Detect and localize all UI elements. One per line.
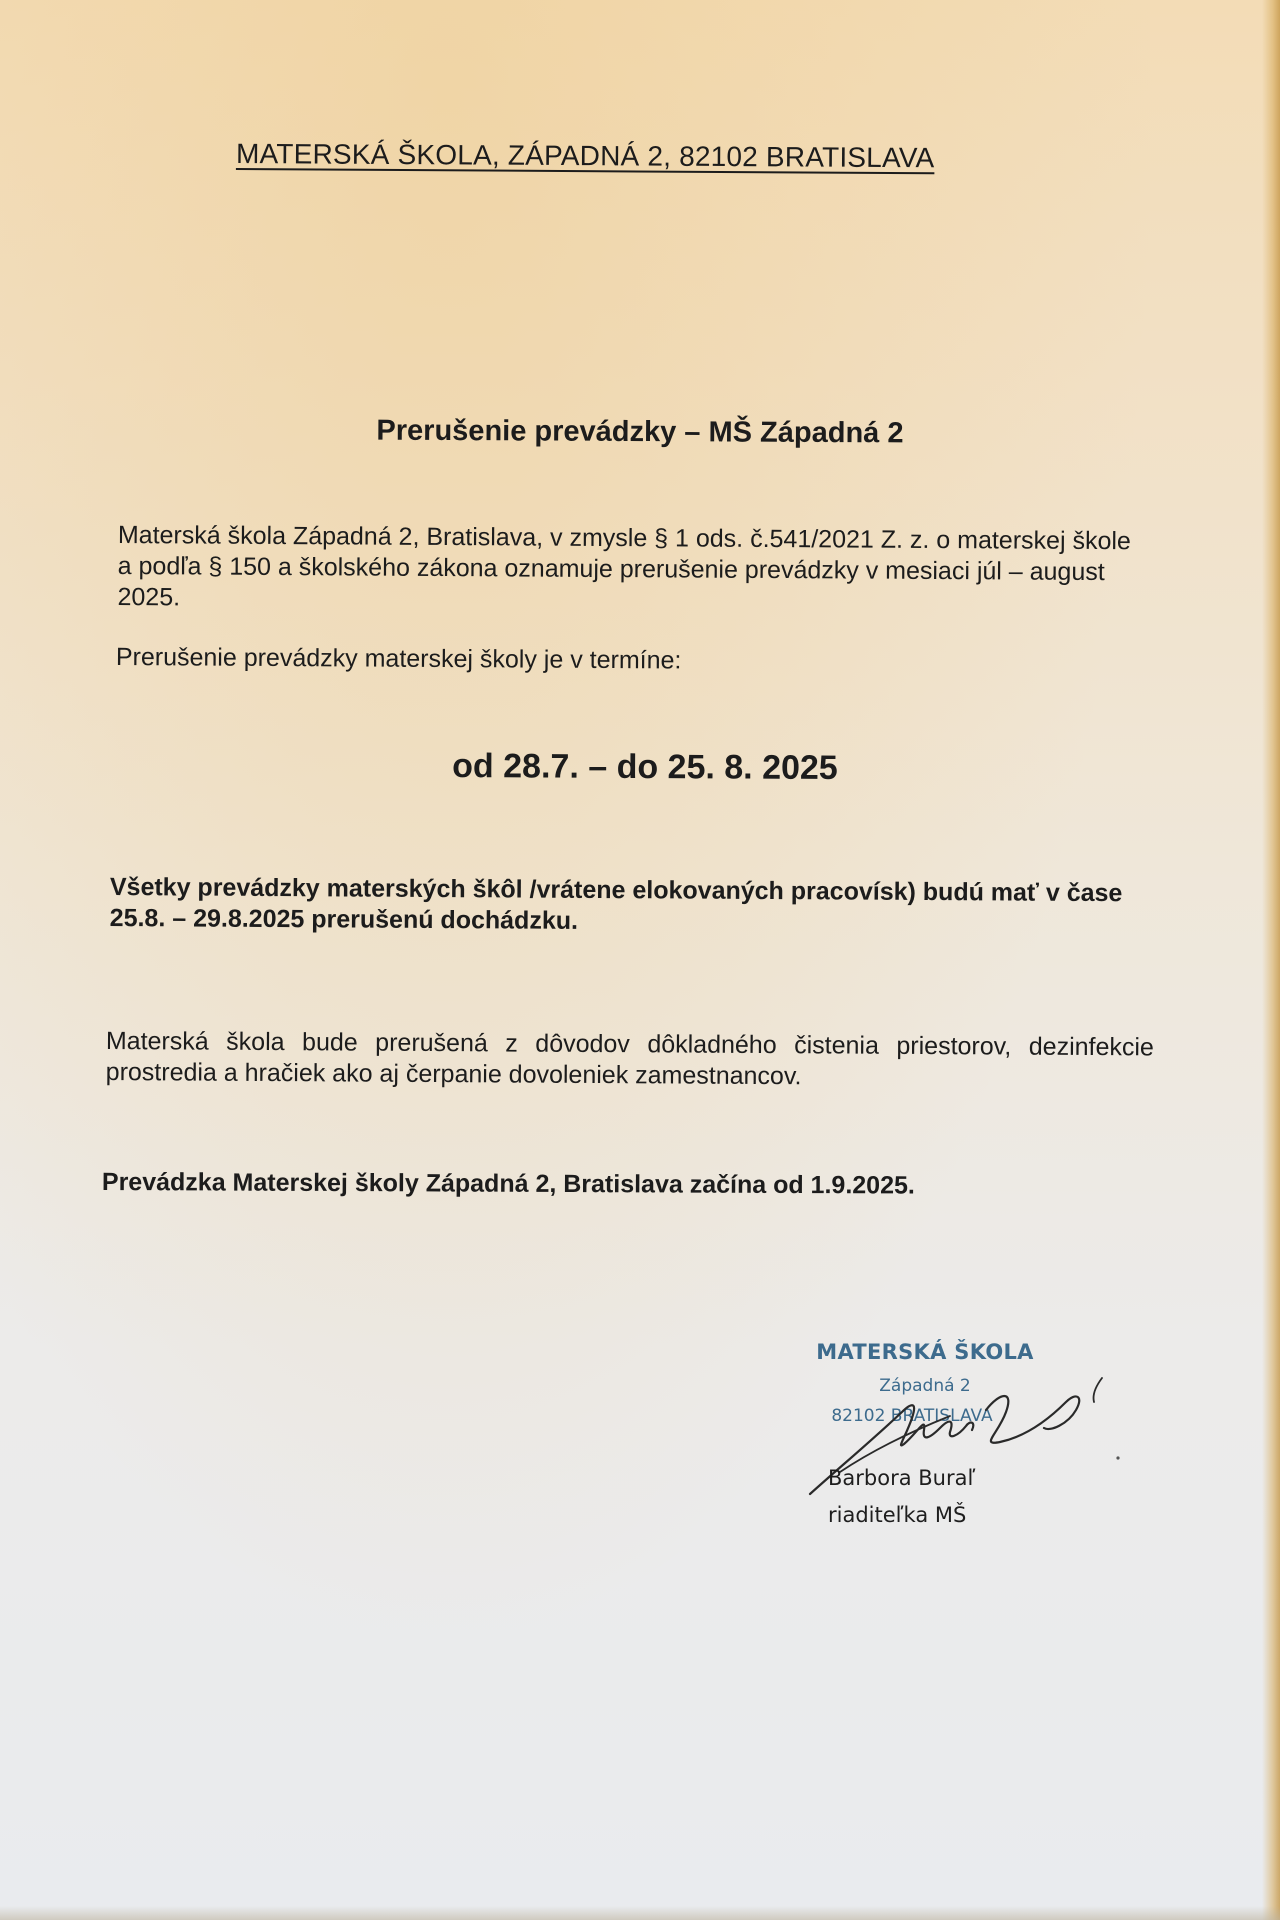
term-line: Prerušenie prevádzky materskej školy je v termíne: xyxy=(115,643,682,675)
signer-role: riaditeľka MŠ xyxy=(828,1503,967,1527)
stamp-city: 82102 BRATISLAVA xyxy=(831,1406,993,1426)
stamp-street: Západná 2 xyxy=(879,1376,971,1396)
paper-bottom-shadow xyxy=(0,1906,1280,1920)
reason-paragraph: Materská škola bude prerušená z dôvodov dôkladného čistenia priestorov, dezinfekcie prostredia a hračiek ako aj čerpanie dovoleniek zamestnancov. xyxy=(105,1027,1154,1091)
notice-title: Prerušenie prevádzky – MŠ Západná 2 xyxy=(376,414,904,450)
intro-paragraph: Materská škola Západná 2, Bratislava, v zmysle § 1 ods. č.541/2021 Z. z. o materskej škole a podľa § 150 a školského zákona oznamuje prerušenie prevádzky v mesiaci júl – august 2025. xyxy=(117,521,1131,612)
closure-dates: od 28.7. – do 25. 8. 2025 xyxy=(452,746,838,788)
school-header: MATERSKÁ ŠKOLA, ZÁPADNÁ 2, 82102 BRATISLAVA xyxy=(235,138,935,174)
paper-edge-shadow xyxy=(1262,0,1280,1920)
start-paragraph: Prevádzka Materskej školy Západná 2, Bratislava začína od 1.9.2025. xyxy=(101,1168,915,1200)
all-schools-paragraph: Všetky prevádzky materských škôl /vrátene elokovaných pracovísk) budú mať v čase 25.8. – 29.8.2025 prerušenú dochádzku. xyxy=(109,873,1123,935)
signer-name: Barbora Buraľ xyxy=(828,1466,976,1490)
signer-block xyxy=(828,1460,975,1534)
stamp-school-name: MATERSKÁ ŠKOLA xyxy=(816,1340,1034,1364)
